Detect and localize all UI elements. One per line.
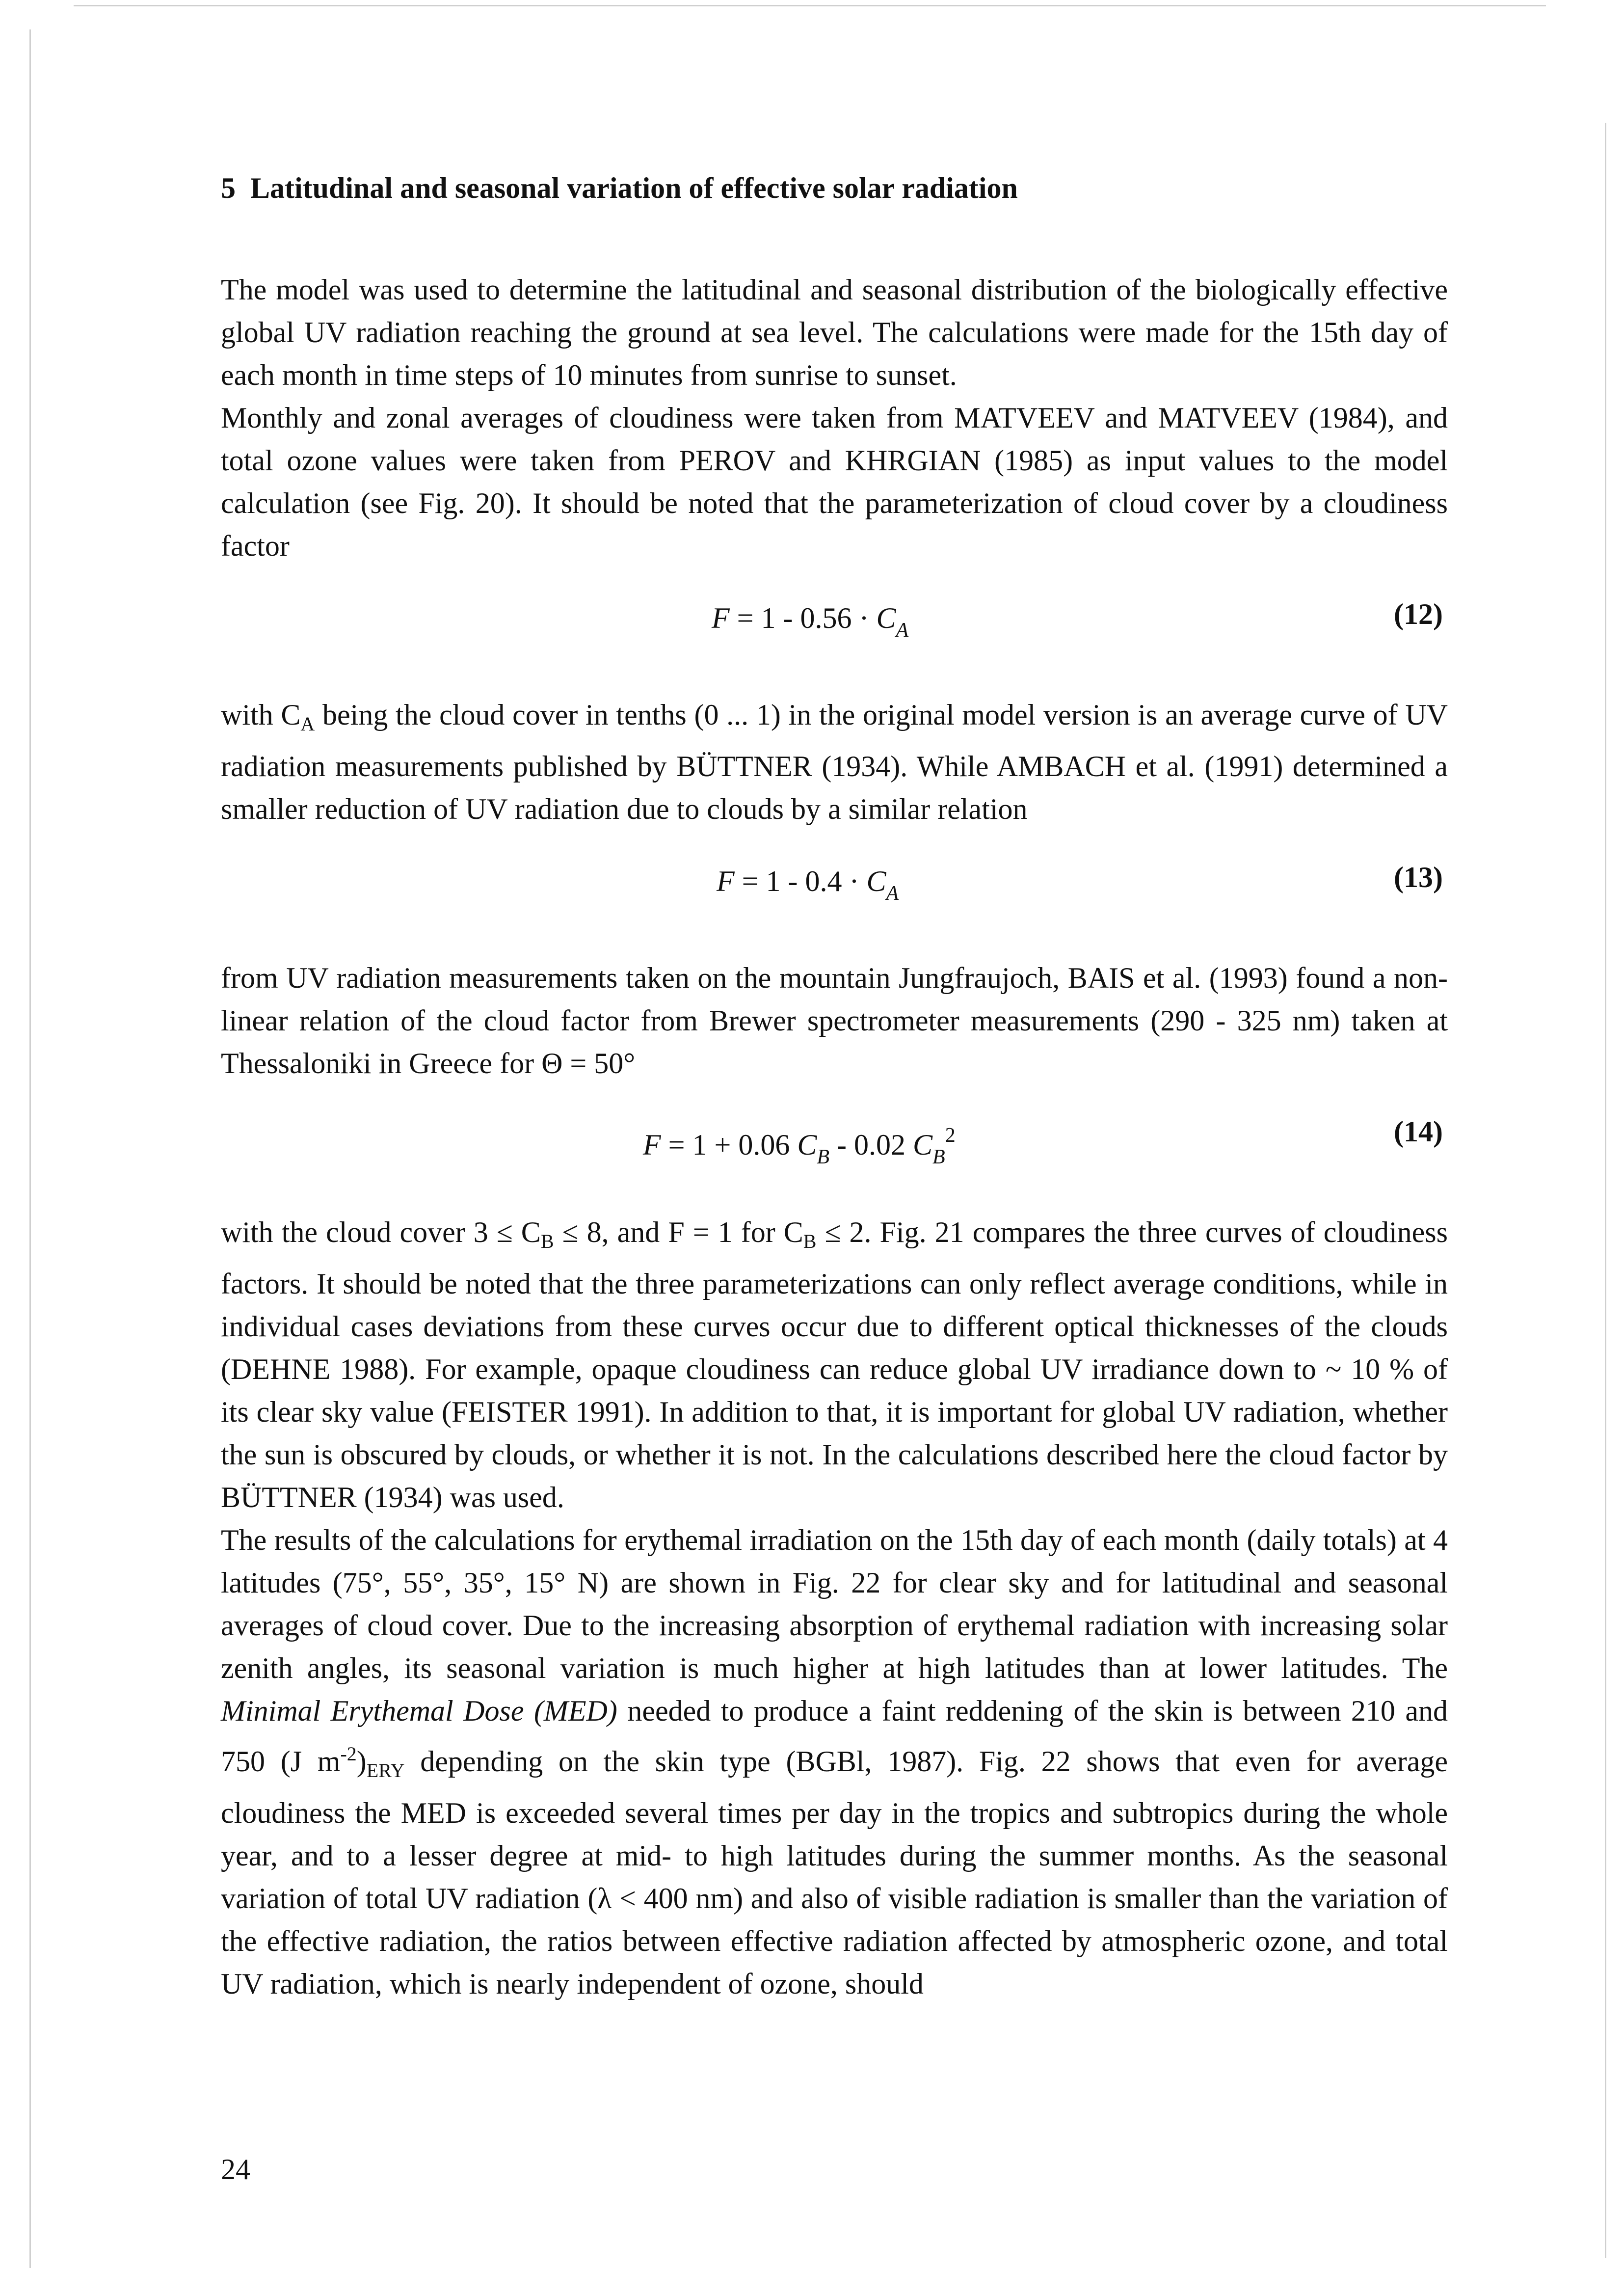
paragraph-4: from UV radiation measurements taken on the mountain Jungfraujoch, BAIS et al. (1993) found a non-linear relation of the cloud factor from Brewer spectrometer measurements (290 - 325 nm) taken at Thessaloniki in Greece for Θ = 50° bbox=[221, 962, 1448, 1080]
equation-12 bbox=[221, 597, 1448, 640]
paragraph-6: The results of the calculations for erythemal irradiation on the 15th day of each month (daily totals) at 4 latitudes (75°, 55°, 35°, 15° N) are shown in Fig. 22 for clear sky and for latitudinal and seasonal averages of cloud cover. Due to the increasing absorption of erythemal radiation with increasing solar zenith angles, its seasonal variation is much higher at high latitudes than at lower latitudes. The Minimal Erythemal Dose (MED) needed to produce a faint reddening of the skin is between 210 and 750 (J $m^{-2})_{ERY}$ depending on the skin type (BGBl, 1987). Fig. 22 shows that even for average cloudiness the MED is exceeded several times per day in the tropics and subtropics during the whole year, and to a lesser degree at mid- to high latitudes during the summer months. As the seasonal variation of total UV radiation (λ < 400 nm) and also of visible radiation is smaller than the variation of the effective radiation, the ratios between effective radiation affected by atmospheric ozone, and total UV radiation, which is nearly independent of ozone, should bbox=[221, 1524, 1448, 2000]
equation-14 bbox=[221, 1114, 1448, 1168]
scan-edge-right bbox=[1605, 123, 1606, 2258]
paragraph-5: with the cloud cover $3 \le C_B \le 8$, and F = 1 for $C_B \le 2$. Fig. 21 compares the three curves of cloudiness factors. It should be noted that the three parameterizations can only reflect average conditions, while in individual cases deviations from these curves occur due to different optical thicknesses of the clouds (DEHNE 1988). For example, opaque cloudiness can reduce global UV irradiance down to ~ 10 % of its clear sky value (FEISTER 1991). In addition to that, it is important for global UV radiation, whether the sun is obscured by clouds, or whether it is not. In the calculations described here the cloud factor by BÜTTNER (1934) was used. bbox=[221, 1216, 1448, 1513]
equation-13-number: (13) bbox=[1394, 861, 1443, 893]
scan-edge-top bbox=[74, 5, 1546, 6]
equation-12-number: (12) bbox=[1394, 598, 1443, 630]
page-number: 24 bbox=[221, 2153, 250, 2186]
paragraph-2: Monthly and zonal averages of cloudiness were taken from MATVEEV and MATVEEV (1984), and total ozone values were taken from PEROV and KHRGIAN (1985) as input values to the model calculation (see Fig. 20). It should be noted that the parameterization of cloud cover by a cloudiness factor bbox=[221, 402, 1448, 562]
page-body bbox=[221, 167, 1448, 2005]
section-title: Latitudinal and seasonal variation of effective solar radiation bbox=[250, 172, 1018, 204]
paragraph-1: The model was used to determine the latitudinal and seasonal distribution of the biologically effective global UV radiation reaching the ground at sea level. The calculations were made for the 15th day of each month in time steps of 10 minutes from sunrise to sunset. bbox=[221, 273, 1448, 391]
equation-13-body: $F = 1 - 0.4 \cdot C_A$ bbox=[717, 865, 899, 905]
section-number: 5 bbox=[221, 172, 236, 204]
equation-12-body: $F = 1 - 0.56 \cdot C_A$ bbox=[712, 602, 909, 642]
scan-edge-left bbox=[29, 29, 31, 2268]
equation-14-number: (14) bbox=[1394, 1115, 1443, 1148]
section-heading bbox=[221, 167, 1448, 210]
equation-14-body: F = 1 + 0.06 $C_B - 0.02$ $C_B^2$ bbox=[643, 1124, 956, 1168]
paragraph-3: with $C_A$ being the cloud cover in tenths (0 ... 1) in the original model version is an average curve of UV radiation measurements published by BÜTTNER (1934). While AMBACH et al. (1991) determined a smaller reduction of UV radiation due to clouds by a similar relation bbox=[221, 699, 1448, 825]
equation-13 bbox=[221, 860, 1448, 903]
